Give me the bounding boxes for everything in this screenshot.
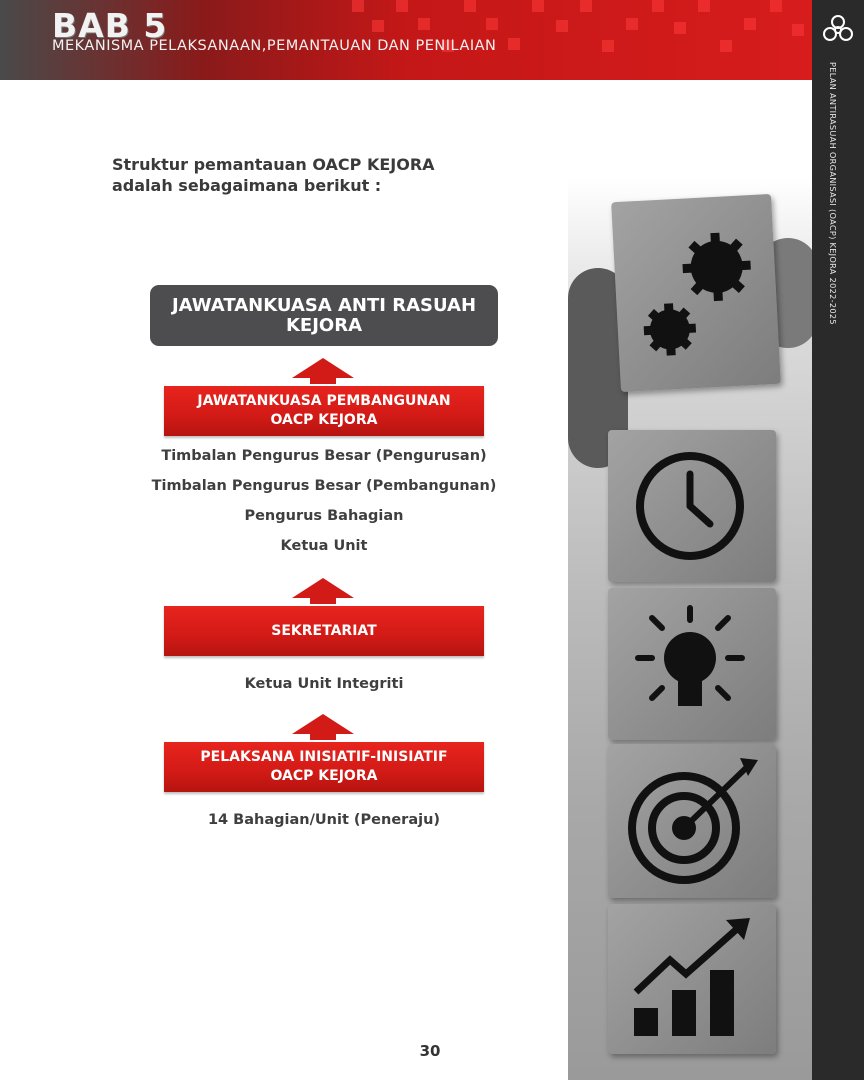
top-committee-line-1: JAWATANKUASA ANTI RASUAH — [171, 294, 477, 316]
development-committee-line-1: JAWATANKUASA PEMBANGUNAN — [197, 393, 451, 409]
gears-icon — [611, 194, 781, 392]
member-item: Timbalan Pengurus Besar (Pengurusan) — [161, 448, 487, 464]
member-item: Timbalan Pengurus Besar (Pembangunan) — [151, 478, 497, 494]
intro-text — [112, 154, 532, 196]
top-committee-box — [150, 285, 498, 346]
lightbulb-icon — [608, 588, 776, 740]
member-item: Pengurus Bahagian — [244, 508, 404, 524]
side-strip — [812, 0, 864, 1080]
chapter-title: BAB 5 — [52, 6, 168, 45]
kejora-logo-icon — [818, 10, 858, 50]
up-arrow-icon — [292, 578, 354, 604]
growth-chart-icon — [608, 904, 776, 1054]
implementer-line-1: PELAKSANA INISIATIF-INISIATIF — [200, 749, 448, 765]
development-committee-box — [164, 386, 484, 436]
member-item: Ketua Unit — [280, 538, 368, 554]
intro-line-1: Struktur pemantauan OACP KEJORA — [112, 155, 435, 174]
page-number: 30 — [419, 1042, 441, 1060]
chapter-header — [0, 0, 812, 80]
target-icon — [608, 744, 776, 898]
photo-stacked-blocks — [568, 178, 812, 1080]
development-committee-line-2: OACP KEJORA — [270, 412, 378, 428]
secretariat-label: SEKRETARIAT — [271, 622, 377, 639]
member-item: 14 Bahagian/Unit (Peneraju) — [207, 812, 441, 828]
document-title-vertical: PELAN ANTIRASUAH ORGANISASI (OACP) KEJORA 2022-2025 — [828, 62, 838, 325]
chapter-subtitle: MEKANISMA PELAKSANAAN,PEMANTAUAN DAN PENILAIAN — [52, 38, 497, 54]
up-arrow-icon — [292, 358, 354, 384]
implementer-line-2: OACP KEJORA — [270, 768, 378, 784]
member-item: Ketua Unit Integriti — [244, 676, 404, 692]
secretariat-box — [164, 606, 484, 656]
implementer-box — [164, 742, 484, 792]
clock-icon — [608, 430, 776, 582]
intro-line-2: adalah sebagaimana berikut : — [112, 176, 382, 195]
up-arrow-icon — [292, 714, 354, 740]
top-committee-line-2: KEJORA — [285, 314, 363, 336]
